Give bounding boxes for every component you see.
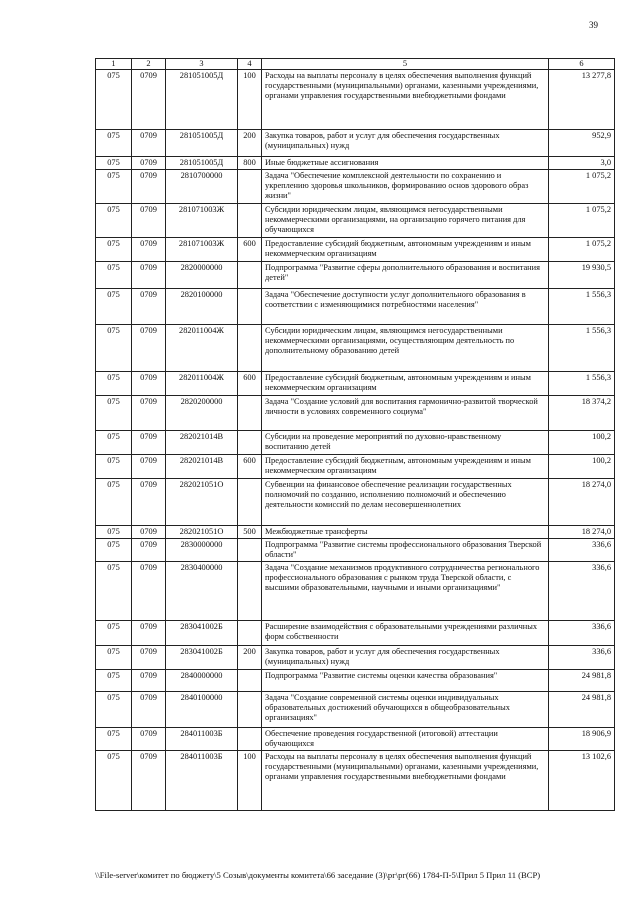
cell-target: 2830400000 [166, 562, 238, 621]
cell-amount: 336,6 [549, 539, 615, 562]
cell-target: 2820100000 [166, 289, 238, 325]
cell-expense-type: 500 [238, 526, 262, 539]
cell-name: Задача "Создание механизмов продуктивного сотрудничества регионального профессионального образования с рынком труда Тверской области, с высшими образовательными, научными и иными организациями" [262, 562, 549, 621]
cell-admin: 075 [96, 692, 132, 728]
cell-amount: 100,2 [549, 431, 615, 455]
footer-path: \\File-server\комитет по бюджету\5 Созыв\документы комитета\66 заседание (3)\рг\рг(66) 1784-П-5\Прил 5 Прил 11 (ВСР) [95, 870, 541, 880]
cell-admin: 075 [96, 728, 132, 751]
cell-target: 281051005Д [166, 70, 238, 130]
col-header: 4 [238, 59, 262, 70]
cell-target: 2810700000 [166, 170, 238, 204]
cell-amount: 18 906,9 [549, 728, 615, 751]
cell-section: 0709 [132, 325, 166, 372]
cell-amount: 13 102,6 [549, 751, 615, 811]
cell-admin: 075 [96, 130, 132, 157]
cell-amount: 336,6 [549, 646, 615, 670]
table-row [96, 562, 615, 621]
cell-amount: 13 277,8 [549, 70, 615, 130]
cell-expense-type [238, 670, 262, 692]
cell-section: 0709 [132, 526, 166, 539]
cell-name: Предоставление субсидий бюджетным, автономным учреждениям и иным некоммерческим организациям [262, 372, 549, 396]
cell-admin: 075 [96, 751, 132, 811]
col-header: 5 [262, 59, 549, 70]
table-row [96, 539, 615, 562]
cell-expense-type [238, 479, 262, 526]
cell-admin: 075 [96, 204, 132, 238]
cell-section: 0709 [132, 751, 166, 811]
cell-admin: 075 [96, 262, 132, 289]
cell-expense-type [238, 692, 262, 728]
cell-target: 2830000000 [166, 539, 238, 562]
table-row [96, 479, 615, 526]
cell-name: Задача "Создание условий для воспитания гармонично-развитой творческой личности в условиях современного социума" [262, 396, 549, 431]
cell-amount: 19 930,5 [549, 262, 615, 289]
cell-section: 0709 [132, 670, 166, 692]
cell-name: Субсидии юридическим лицам, являющимся негосударственными некоммерческими организациями, на организацию горячего питания для обучающихся [262, 204, 549, 238]
cell-section: 0709 [132, 238, 166, 262]
cell-admin: 075 [96, 455, 132, 479]
cell-target: 282021051О [166, 526, 238, 539]
cell-name: Предоставление субсидий бюджетным, автономным учреждениям и иным некоммерческим организациям [262, 238, 549, 262]
cell-name: Субсидии юридическим лицам, являющимся негосударственными некоммерческими организациями, осуществляющим деятельность по дополнительному образованию детей [262, 325, 549, 372]
cell-expense-type: 100 [238, 751, 262, 811]
cell-target: 282021014В [166, 431, 238, 455]
cell-section: 0709 [132, 157, 166, 170]
table-row [96, 157, 615, 170]
budget-table [95, 58, 615, 811]
cell-name: Обеспечение проведения государственной (итоговой) аттестации обучающихся [262, 728, 549, 751]
cell-section: 0709 [132, 431, 166, 455]
cell-admin: 075 [96, 539, 132, 562]
cell-target: 283041002Б [166, 621, 238, 646]
cell-name: Субвенции на финансовое обеспечение реализации государственных полномочий по созданию, исполнению полномочий и обеспечению деятельности комиссий по делам несовершеннолетних [262, 479, 549, 526]
table-row [96, 289, 615, 325]
cell-admin: 075 [96, 238, 132, 262]
cell-name: Подпрограмма "Развитие системы оценки качества образования" [262, 670, 549, 692]
table-row [96, 751, 615, 811]
cell-expense-type [238, 204, 262, 238]
cell-expense-type: 100 [238, 70, 262, 130]
cell-target: 2820200000 [166, 396, 238, 431]
cell-amount: 1 075,2 [549, 170, 615, 204]
cell-amount: 336,6 [549, 562, 615, 621]
cell-amount: 336,6 [549, 621, 615, 646]
cell-name: Предоставление субсидий бюджетным, автономным учреждениям и иным некоммерческим организациям [262, 455, 549, 479]
cell-section: 0709 [132, 621, 166, 646]
cell-section: 0709 [132, 728, 166, 751]
cell-name: Расходы на выплаты персоналу в целях обеспечения выполнения функций государственными (муниципальными) органами, казенными учреждениями, органами управления государственными внебюджетными фондами [262, 751, 549, 811]
cell-amount: 1 556,3 [549, 325, 615, 372]
cell-expense-type [238, 396, 262, 431]
table-row [96, 692, 615, 728]
table-row [96, 431, 615, 455]
cell-admin: 075 [96, 431, 132, 455]
cell-expense-type [238, 325, 262, 372]
cell-amount: 18 374,2 [549, 396, 615, 431]
table-row [96, 372, 615, 396]
cell-target: 282021051О [166, 479, 238, 526]
cell-target: 2840000000 [166, 670, 238, 692]
cell-amount: 1 075,2 [549, 204, 615, 238]
cell-target: 2820000000 [166, 262, 238, 289]
cell-amount: 24 981,8 [549, 692, 615, 728]
col-header: 2 [132, 59, 166, 70]
table-row [96, 130, 615, 157]
cell-target: 281071003Ж [166, 204, 238, 238]
table-row [96, 670, 615, 692]
table-row [96, 455, 615, 479]
cell-name: Расширение взаимодействия с образовательными учреждениями различных форм собственности [262, 621, 549, 646]
cell-expense-type [238, 289, 262, 325]
cell-admin: 075 [96, 646, 132, 670]
cell-expense-type [238, 621, 262, 646]
cell-name: Межбюджетные трансферты [262, 526, 549, 539]
cell-target: 283041002Б [166, 646, 238, 670]
table-row [96, 238, 615, 262]
table-row [96, 646, 615, 670]
cell-expense-type [238, 562, 262, 621]
cell-name: Подпрограмма "Развитие системы профессионального образования Тверской области" [262, 539, 549, 562]
cell-expense-type [238, 431, 262, 455]
cell-section: 0709 [132, 204, 166, 238]
cell-target: 282011004Ж [166, 325, 238, 372]
cell-amount: 24 981,8 [549, 670, 615, 692]
cell-target: 2840100000 [166, 692, 238, 728]
cell-section: 0709 [132, 70, 166, 130]
table-row [96, 728, 615, 751]
cell-name: Закупка товаров, работ и услуг для обеспечения государственных (муниципальных) нужд [262, 646, 549, 670]
cell-section: 0709 [132, 539, 166, 562]
cell-target: 282011004Ж [166, 372, 238, 396]
cell-admin: 075 [96, 670, 132, 692]
cell-expense-type: 200 [238, 130, 262, 157]
cell-amount: 1 556,3 [549, 372, 615, 396]
cell-name: Задача "Создание современной системы оценки индивидуальных образовательных достижений обучающихся в общеобразовательных организациях" [262, 692, 549, 728]
table-row [96, 204, 615, 238]
cell-amount: 1 075,2 [549, 238, 615, 262]
cell-expense-type: 600 [238, 455, 262, 479]
cell-expense-type [238, 728, 262, 751]
cell-section: 0709 [132, 646, 166, 670]
cell-admin: 075 [96, 70, 132, 130]
table-row [96, 526, 615, 539]
cell-admin: 075 [96, 396, 132, 431]
cell-amount: 1 556,3 [549, 289, 615, 325]
table-row [96, 621, 615, 646]
cell-expense-type [238, 539, 262, 562]
cell-target: 281051005Д [166, 157, 238, 170]
cell-admin: 075 [96, 372, 132, 396]
cell-expense-type: 800 [238, 157, 262, 170]
cell-section: 0709 [132, 170, 166, 204]
cell-admin: 075 [96, 479, 132, 526]
table-row [96, 262, 615, 289]
cell-section: 0709 [132, 396, 166, 431]
cell-name: Расходы на выплаты персоналу в целях обеспечения выполнения функций государственными (муниципальными) органами, казенными учреждениями, органами управления государственными внебюджетными фондами [262, 70, 549, 130]
cell-expense-type: 600 [238, 238, 262, 262]
cell-expense-type [238, 262, 262, 289]
cell-section: 0709 [132, 262, 166, 289]
cell-target: 281071003Ж [166, 238, 238, 262]
table-row [96, 70, 615, 130]
cell-expense-type: 200 [238, 646, 262, 670]
cell-section: 0709 [132, 479, 166, 526]
cell-name: Закупка товаров, работ и услуг для обеспечения государственных (муниципальных) нужд [262, 130, 549, 157]
col-header: 6 [549, 59, 615, 70]
cell-section: 0709 [132, 289, 166, 325]
cell-amount: 100,2 [549, 455, 615, 479]
cell-amount: 18 274,0 [549, 479, 615, 526]
cell-admin: 075 [96, 526, 132, 539]
table-row [96, 170, 615, 204]
cell-admin: 075 [96, 621, 132, 646]
cell-target: 284011003Б [166, 728, 238, 751]
cell-name: Подпрограмма "Развитие сферы дополнительного образования и воспитания детей" [262, 262, 549, 289]
cell-target: 281051005Д [166, 130, 238, 157]
cell-expense-type: 600 [238, 372, 262, 396]
cell-name: Задача "Обеспечение комплексной деятельности по сохранению и укреплению здоровья школьников, формированию основ здорового образ жизни" [262, 170, 549, 204]
cell-section: 0709 [132, 130, 166, 157]
col-header: 1 [96, 59, 132, 70]
col-header: 3 [166, 59, 238, 70]
page-number: 39 [589, 20, 598, 30]
cell-expense-type [238, 170, 262, 204]
table-row [96, 396, 615, 431]
cell-target: 282021014В [166, 455, 238, 479]
cell-amount: 18 274,0 [549, 526, 615, 539]
header-row [96, 59, 615, 70]
cell-name: Субсидии на проведение мероприятий по духовно-нравственному воспитанию детей [262, 431, 549, 455]
cell-name: Иные бюджетные ассигнования [262, 157, 549, 170]
cell-admin: 075 [96, 170, 132, 204]
table-row [96, 325, 615, 372]
cell-section: 0709 [132, 692, 166, 728]
cell-admin: 075 [96, 562, 132, 621]
cell-name: Задача "Обеспечение доступности услуг дополнительного образования в соответствии с изменяющимися потребностями населения" [262, 289, 549, 325]
cell-target: 284011003Б [166, 751, 238, 811]
cell-section: 0709 [132, 372, 166, 396]
cell-section: 0709 [132, 562, 166, 621]
cell-amount: 3,0 [549, 157, 615, 170]
cell-admin: 075 [96, 157, 132, 170]
cell-admin: 075 [96, 325, 132, 372]
cell-admin: 075 [96, 289, 132, 325]
cell-amount: 952,9 [549, 130, 615, 157]
cell-section: 0709 [132, 455, 166, 479]
